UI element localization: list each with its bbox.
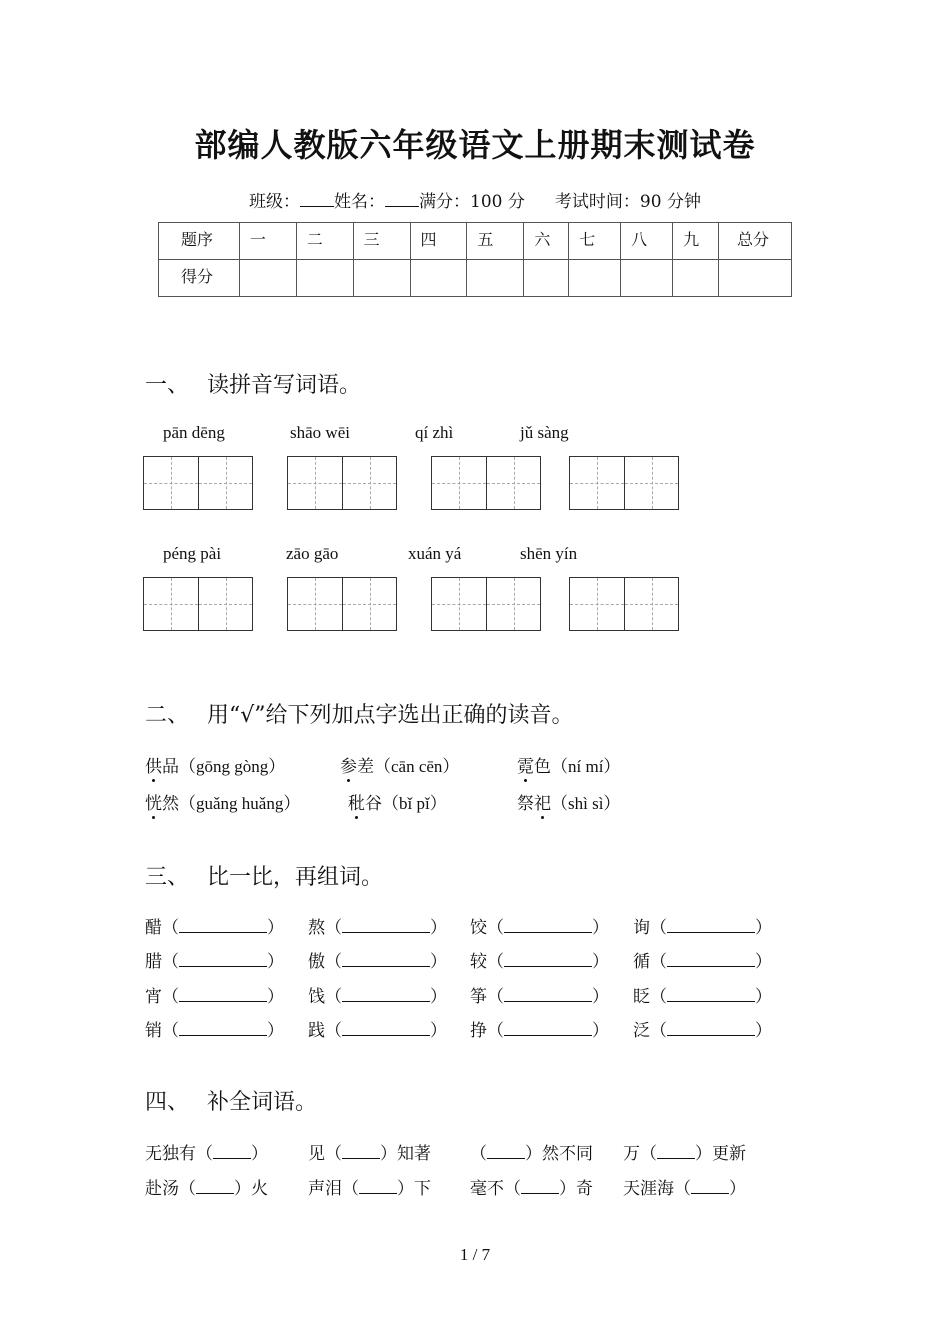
answer-blank[interactable] xyxy=(504,1021,592,1036)
score-value-row xyxy=(159,260,792,297)
paren-open: （ xyxy=(650,952,667,972)
paren-close: ） xyxy=(592,918,609,938)
idiom-blank[interactable] xyxy=(521,1179,559,1194)
compare-char: 践 xyxy=(308,1021,325,1041)
answer-blank[interactable] xyxy=(179,987,267,1002)
word-compare-item[interactable] xyxy=(633,947,772,972)
compare-char: 销 xyxy=(145,1021,162,1041)
answer-blank[interactable] xyxy=(342,1021,430,1036)
idiom-blank[interactable] xyxy=(487,1144,525,1159)
answer-blank[interactable] xyxy=(504,918,592,933)
word-rest: 谷 xyxy=(365,794,382,814)
answer-blank[interactable] xyxy=(504,952,592,967)
idiom-blank[interactable] xyxy=(359,1179,397,1194)
paren-open: （ xyxy=(162,1021,179,1041)
word-rest: 品 xyxy=(162,757,179,777)
page-number: 1 / 7 xyxy=(459,1245,491,1264)
word-compare-item[interactable] xyxy=(470,913,609,938)
score-cell[interactable] xyxy=(239,260,296,297)
answer-blank[interactable] xyxy=(179,952,267,967)
idiom-pre: 毫不（ xyxy=(470,1179,521,1199)
reading-options: （bǐ pǐ） xyxy=(382,794,447,813)
writing-grid[interactable] xyxy=(569,456,679,510)
writing-grid[interactable] xyxy=(143,577,253,631)
paren-open: （ xyxy=(162,987,179,1007)
answer-blank[interactable] xyxy=(667,918,755,933)
compare-char: 挣 xyxy=(470,1021,487,1041)
paren-open: （ xyxy=(325,918,342,938)
section3-heading xyxy=(145,860,383,891)
idiom-post: ） xyxy=(251,1144,268,1164)
idiom-item[interactable] xyxy=(623,1174,746,1199)
compare-char: 较 xyxy=(470,952,487,972)
idiom-blank[interactable] xyxy=(213,1144,251,1159)
word-compare-item[interactable] xyxy=(145,947,284,972)
idiom-blank[interactable] xyxy=(342,1144,380,1159)
idiom-post: ）然不同 xyxy=(525,1144,593,1164)
dotted-char: 参 xyxy=(340,757,357,777)
writing-grid[interactable] xyxy=(569,577,679,631)
idiom-blank[interactable] xyxy=(691,1179,729,1194)
name-label: 姓名： xyxy=(334,192,386,212)
section2-heading xyxy=(145,698,574,729)
paren-close: ） xyxy=(755,1021,772,1041)
word-compare-item[interactable] xyxy=(470,1016,609,1041)
header-cell: 三 xyxy=(353,223,410,260)
section3-title: 比一比，再组词。 xyxy=(207,865,384,890)
header-cell: 七 xyxy=(569,223,621,260)
paren-open: （ xyxy=(650,918,667,938)
word-rest: 差 xyxy=(357,757,374,777)
paren-close: ） xyxy=(267,952,284,972)
compare-char: 饺 xyxy=(470,918,487,938)
section1-title: 读拼音写词语。 xyxy=(207,373,362,398)
class-label: 班级： xyxy=(249,192,301,212)
compare-char: 饯 xyxy=(308,987,325,1007)
full-score: 满分：100 分 xyxy=(419,192,525,212)
idiom-item[interactable] xyxy=(145,1174,268,1199)
idiom-post: ）下 xyxy=(397,1179,431,1199)
reading-options: （shì sì） xyxy=(551,794,621,813)
idiom-pre: 无独有（ xyxy=(145,1144,213,1164)
exam-info xyxy=(0,187,950,212)
compare-char: 眨 xyxy=(633,987,650,1007)
score-cell[interactable] xyxy=(621,260,673,297)
writing-grid[interactable] xyxy=(143,456,253,510)
idiom-item[interactable] xyxy=(308,1139,431,1164)
reading-item[interactable] xyxy=(348,789,447,814)
answer-blank[interactable] xyxy=(667,952,755,967)
word-compare-item[interactable] xyxy=(633,982,772,1007)
score-cell[interactable] xyxy=(673,260,719,297)
writing-grid[interactable] xyxy=(431,456,541,510)
header-cell: 四 xyxy=(410,223,467,260)
idiom-item[interactable] xyxy=(470,1174,593,1199)
paren-open: （ xyxy=(162,952,179,972)
section2-number: 二、 xyxy=(145,703,190,728)
word-rest: 色 xyxy=(534,757,551,777)
reading-item[interactable] xyxy=(517,789,620,814)
pinyin: xuán yá xyxy=(408,544,462,563)
paren-open: （ xyxy=(325,1021,342,1041)
class-blank[interactable] xyxy=(300,190,334,207)
paren-close: ） xyxy=(755,987,772,1007)
pinyin: qí zhì xyxy=(415,423,454,442)
compare-char: 腊 xyxy=(145,952,162,972)
header-cell: 一 xyxy=(239,223,296,260)
reading-options: （ní mí） xyxy=(551,757,621,776)
header-cell: 总分 xyxy=(719,223,792,260)
name-blank[interactable] xyxy=(385,190,419,207)
section2-title: 用“√”给下列加点字选出正确的读音。 xyxy=(207,703,574,728)
idiom-post: ）火 xyxy=(234,1179,268,1199)
word-rest: 然 xyxy=(162,794,179,814)
reading-item[interactable] xyxy=(145,752,285,777)
paren-open: （ xyxy=(162,918,179,938)
reading-item[interactable] xyxy=(145,789,300,814)
idiom-pre: 赴汤（ xyxy=(145,1179,196,1199)
writing-grid[interactable] xyxy=(431,577,541,631)
paren-close: ） xyxy=(430,1021,447,1041)
reading-item[interactable] xyxy=(340,752,459,777)
paren-close: ） xyxy=(755,918,772,938)
header-cell: 题序 xyxy=(159,223,240,260)
score-header-row xyxy=(159,223,792,260)
word-compare-item[interactable] xyxy=(308,982,447,1007)
score-cell[interactable] xyxy=(569,260,621,297)
word-compare-item[interactable] xyxy=(633,1016,772,1041)
compare-char: 循 xyxy=(633,952,650,972)
word-compare-item[interactable] xyxy=(470,947,609,972)
paren-open: （ xyxy=(487,918,504,938)
idiom-pre: 声泪（ xyxy=(308,1179,359,1199)
pinyin: zāo gāo xyxy=(286,544,339,563)
paren-open: （ xyxy=(487,987,504,1007)
word-compare-item[interactable] xyxy=(145,982,284,1007)
pinyin: shāo wēi xyxy=(290,423,350,442)
paren-close: ） xyxy=(430,987,447,1007)
header-cell: 九 xyxy=(673,223,719,260)
header-cell: 八 xyxy=(621,223,673,260)
paren-open: （ xyxy=(487,1021,504,1041)
writing-grid[interactable] xyxy=(287,577,397,631)
word-compare-item[interactable] xyxy=(633,913,772,938)
section1-number: 一、 xyxy=(145,373,190,398)
compare-char: 醋 xyxy=(145,918,162,938)
score-cell[interactable] xyxy=(296,260,353,297)
paren-open: （ xyxy=(650,1021,667,1041)
header-cell: 六 xyxy=(524,223,569,260)
word-pre: 祭 xyxy=(517,794,534,814)
answer-blank[interactable] xyxy=(667,987,755,1002)
section1-heading xyxy=(145,368,361,399)
row-label: 得分 xyxy=(159,260,240,297)
word-compare-item[interactable] xyxy=(308,1016,447,1041)
idiom-post: ）奇 xyxy=(559,1179,593,1199)
idiom-post: ）更新 xyxy=(695,1144,746,1164)
answer-blank[interactable] xyxy=(342,918,430,933)
idiom-blank[interactable] xyxy=(657,1144,695,1159)
word-compare-item[interactable] xyxy=(470,982,609,1007)
paren-open: （ xyxy=(325,987,342,1007)
section4-number: 四、 xyxy=(145,1090,190,1115)
writing-grid[interactable] xyxy=(287,456,397,510)
pinyin: péng pài xyxy=(163,544,222,563)
paren-close: ） xyxy=(430,918,447,938)
reading-options: （gōng gòng） xyxy=(179,757,286,776)
idiom-item[interactable] xyxy=(145,1139,268,1164)
dotted-char: 秕 xyxy=(348,794,365,814)
paren-open: （ xyxy=(487,952,504,972)
paren-close: ） xyxy=(592,952,609,972)
paren-close: ） xyxy=(592,987,609,1007)
word-compare-item[interactable] xyxy=(145,1016,284,1041)
score-cell[interactable] xyxy=(719,260,792,297)
answer-blank[interactable] xyxy=(504,987,592,1002)
score-cell[interactable] xyxy=(524,260,569,297)
paren-close: ） xyxy=(267,1021,284,1041)
compare-char: 熬 xyxy=(308,918,325,938)
answer-blank[interactable] xyxy=(342,952,430,967)
answer-blank[interactable] xyxy=(179,1021,267,1036)
paren-close: ） xyxy=(267,918,284,938)
paren-close: ） xyxy=(267,987,284,1007)
idiom-item[interactable] xyxy=(470,1139,593,1164)
idiom-item[interactable] xyxy=(308,1174,431,1199)
dotted-char: 恍 xyxy=(145,794,162,814)
dotted-char: 祀 xyxy=(534,794,551,814)
word-compare-item[interactable] xyxy=(145,913,284,938)
answer-blank[interactable] xyxy=(667,1021,755,1036)
reading-item[interactable] xyxy=(517,752,620,777)
compare-char: 询 xyxy=(633,918,650,938)
compare-char: 筝 xyxy=(470,987,487,1007)
score-cell[interactable] xyxy=(353,260,410,297)
dotted-char: 霓 xyxy=(517,757,534,777)
pinyin: shēn yín xyxy=(520,544,578,563)
paren-open: （ xyxy=(650,987,667,1007)
header-cell: 五 xyxy=(467,223,524,260)
reading-options: （guǎng huǎng） xyxy=(179,794,301,813)
idiom-pre: 万（ xyxy=(623,1144,657,1164)
section4-heading xyxy=(145,1085,317,1116)
idiom-pre: 天涯海（ xyxy=(623,1179,691,1199)
compare-char: 宵 xyxy=(145,987,162,1007)
reading-options: （cān cēn） xyxy=(374,757,460,776)
idiom-item[interactable] xyxy=(623,1139,746,1164)
idiom-pre: 见（ xyxy=(308,1144,342,1164)
idiom-post: ）知著 xyxy=(380,1144,431,1164)
idiom-post: ） xyxy=(729,1179,746,1199)
exam-time: 考试时间：90 分钟 xyxy=(554,192,701,212)
paren-close: ） xyxy=(430,952,447,972)
word-compare-item[interactable] xyxy=(308,947,447,972)
page-title: 部编人教版六年级语文上册期末测试卷 xyxy=(194,126,756,164)
dotted-char: 供 xyxy=(145,757,162,777)
section4-title: 补全词语。 xyxy=(207,1090,318,1115)
header-cell: 二 xyxy=(296,223,353,260)
pinyin: pān dēng xyxy=(163,423,225,442)
pinyin: jǔ sàng xyxy=(520,423,569,442)
section3-number: 三、 xyxy=(145,865,190,890)
paren-close: ） xyxy=(592,1021,609,1041)
score-cell[interactable] xyxy=(467,260,524,297)
answer-blank[interactable] xyxy=(179,918,267,933)
compare-char: 泛 xyxy=(633,1021,650,1041)
score-table xyxy=(158,222,792,297)
paren-open: （ xyxy=(325,952,342,972)
idiom-pre: （ xyxy=(470,1144,487,1164)
idiom-blank[interactable] xyxy=(196,1179,234,1194)
score-cell[interactable] xyxy=(410,260,467,297)
paren-close: ） xyxy=(755,952,772,972)
compare-char: 傲 xyxy=(308,952,325,972)
word-compare-item[interactable] xyxy=(308,913,447,938)
answer-blank[interactable] xyxy=(342,987,430,1002)
